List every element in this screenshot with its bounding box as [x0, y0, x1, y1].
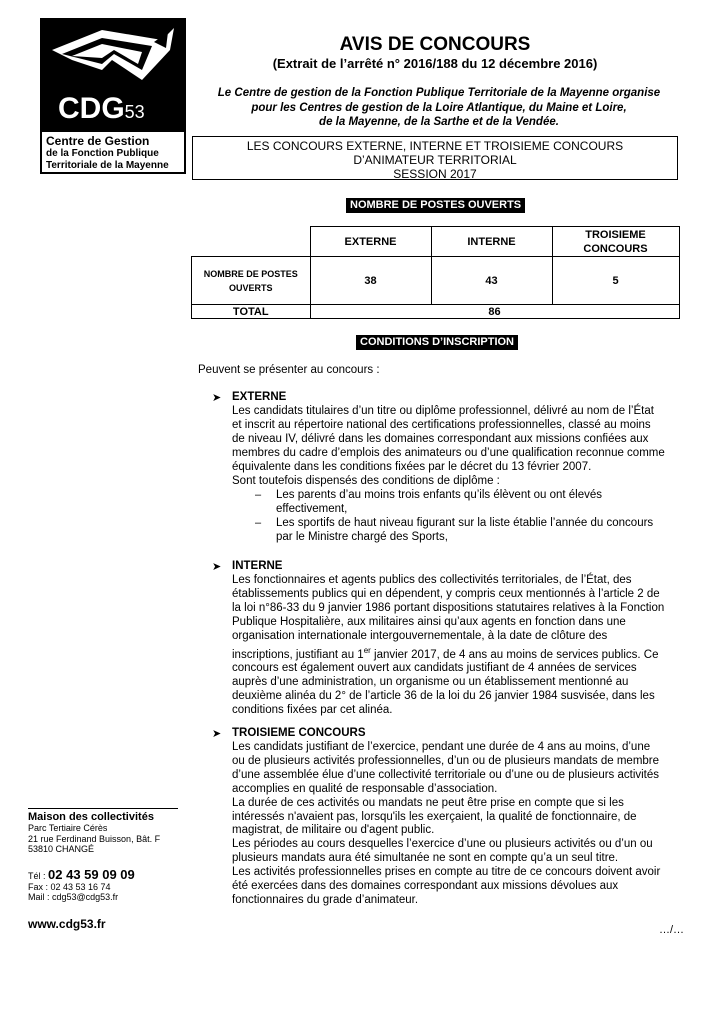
troisieme-title: TROISIEME CONCOURS	[232, 727, 366, 739]
dash-bullet-icon: –	[255, 489, 262, 501]
conditions-intro: Peuvent se présenter au concours :	[198, 364, 380, 376]
concours-box: LES CONCOURS EXTERNE, INTERNE ET TROISIEME CONCOURS D’ANIMATEUR TERRITORIAL SESSION 2017	[192, 136, 678, 180]
interne-text: Les fonctionnaires et agents publics des collectivités territoriales, de l’État, des établissements publics qui en dépendent, y compris ceux mentionnés à l’article 2 de la loi n°86-33 du 9 janvier 1986 portant dispositions statutaires relatives à la Fonction Publique Hospitalière, aux militaires ainsi qu’aux agents en fonction dans une organisation internationale intergouvernementale, à la date de clôture des inscriptions, justifiant au 1er janvier 2017, de 4 ans au moins de services publics. Ce concours est également ouvert aux candidats justifiant de 4 années de services auprès d’une administration, un organisme ou un établissement mentionné au deuxième alinéa du 2° de l’article 36 de la loi du 26 janvier 1984 susvisée, dans les conditions fixées par cet alinéa.	[232, 574, 665, 716]
arrow-bullet-icon: ➤	[212, 728, 222, 740]
total-label: TOTAL	[192, 305, 311, 319]
header-interne: INTERNE	[431, 227, 552, 257]
logo-swoosh-icon	[42, 20, 184, 92]
posts-section-label: NOMBRE DE POSTES OUVERTS	[346, 198, 525, 213]
value-troisieme: 5	[552, 257, 679, 305]
footer-address: Parc Tertiaire Cérès 21 rue Ferdinand Buisson, Bât. F 53810 CHANGÉ	[28, 823, 161, 854]
footer-divider	[28, 808, 178, 809]
externe-text: Les candidats titulaires d’un titre ou diplôme professionnel, délivré au nom de l’État et inscrit au répertoire national des certifications professionnelles, classé au moins de niveau IV, délivré dans les domaines correspondant aux missions confiées aux membres du cadre d’emplois des animateurs ou d’une qualification reconnue comme équivalente dans les conditions fixées par le décret du 13 février 2007. Sont toutefois dispensés des conditions de diplôme :	[232, 405, 665, 487]
troisieme-text: Les candidats justifiant de l’exercice, pendant une durée de 4 ans au moins, d’une ou de plusieurs activités professionnelles, d’un ou de plusieurs mandats de membre d’une assemblée élue d’une collectivité territoriale ou d’une ou de plusieurs activités accomplies en qualité de responsable d’association. La durée de ces activités ou mandats ne peut être prise en compte que si les intéressés n'avaient pas, lorsqu'ils les exerçaient, la qualité de fonctionnaire, de magistrat, de militaire ou d'agent public. Les périodes au cours desquelles l’exercice d’une ou plusieurs activités ou d’un ou plusieurs mandats aura été simultanée ne sont en compte qu’a un seul titre. Les activités professionnelles prises en compte au titre de ce concours doivent avoir été exercées dans des domaines correspondant aux missions dévolues aux fonctionnaires du grade d’animateur.	[232, 741, 661, 906]
dispense-item-1: Les parents d’au moins trois enfants qu’ils élèvent ou ont élevés effectivement,	[276, 489, 603, 515]
header-externe: EXTERNE	[310, 227, 431, 257]
value-interne: 43	[431, 257, 552, 305]
footer-contact	[28, 808, 178, 931]
cdg53-logo	[40, 18, 186, 174]
posts-table	[191, 226, 680, 319]
arrow-bullet-icon: ➤	[212, 561, 222, 573]
value-externe: 38	[310, 257, 431, 305]
total-value: 86	[310, 305, 679, 319]
footer-website: www.cdg53.fr	[28, 916, 106, 931]
header-troisieme: TROISIEME CONCOURS	[552, 227, 679, 257]
externe-title: EXTERNE	[232, 391, 287, 403]
dispense-item-2: Les sportifs de haut niveau figurant sur la liste établie l’année du concours par le Ministre chargé des Sports,	[276, 517, 654, 543]
page-continuation: …/…	[658, 924, 684, 936]
page-subtitle: (Extrait de l’arrêté n° 2016/188 du 12 décembre 2016)	[272, 56, 598, 71]
logo-subtitle: Centre de Gestion de la Fonction Publique Territoriale de la Mayenne	[46, 134, 169, 171]
footer-title: Maison des collectivités	[28, 811, 154, 823]
row-label: NOMBRE DE POSTES OUVERTS	[192, 257, 311, 305]
intro-text: Le Centre de gestion de la Fonction Publique Territoriale de la Mayenne organise pour les Centres de gestion de la Loire Atlantique, du Maine et Loire, de la Mayenne, de la Sarthe et de la Vendée.	[217, 87, 661, 128]
footer-phone: Tél : 02 43 59 09 09	[28, 866, 135, 882]
interne-title: INTERNE	[232, 560, 283, 572]
dash-bullet-icon: –	[255, 517, 262, 529]
arrow-bullet-icon: ➤	[212, 392, 222, 404]
footer-fax: Fax : 02 43 53 16 74	[28, 881, 111, 892]
conditions-section-label: CONDITIONS D’INSCRIPTION	[356, 335, 518, 350]
logo-cdg-text: CDG53	[58, 92, 145, 125]
logo-emblem	[42, 20, 184, 132]
page-title: AVIS DE CONCOURS	[339, 34, 531, 55]
footer-mail: Mail : cdg53@cdg53.fr	[28, 892, 119, 902]
